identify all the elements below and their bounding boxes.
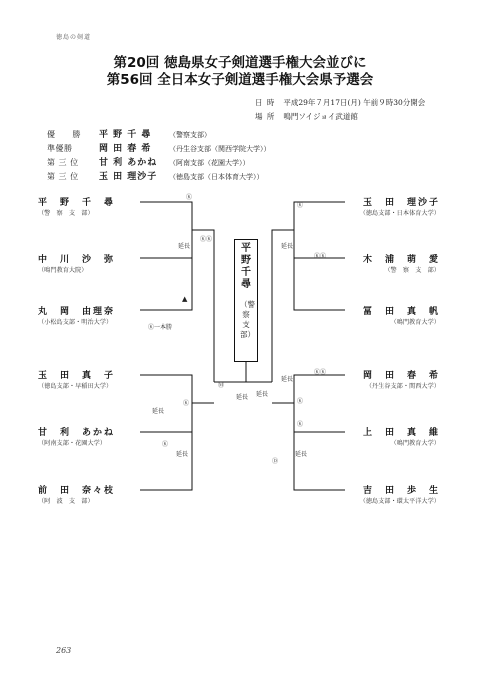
player-name: 丸 岡 由理奈 xyxy=(38,307,116,317)
bracket-mark: 延長 xyxy=(256,391,269,398)
player-name: 玉 田 真 子 xyxy=(38,371,116,381)
left-player xyxy=(38,368,115,390)
bracket-mark: Ⓚ xyxy=(183,400,190,407)
player-name: 玉 田 理沙子 xyxy=(362,198,440,208)
bracket-mark: 延長 xyxy=(152,408,165,415)
player-affiliation: （警 察 支 部） xyxy=(384,267,440,274)
player-affiliation: （警 察 支 部） xyxy=(38,210,94,217)
player-affiliation: （鳴門教育大学） xyxy=(390,440,440,447)
bracket-mark: 延長 xyxy=(176,451,189,458)
player-name: 上 田 真 維 xyxy=(362,428,440,438)
date-value: 平成29年７月17日(月) 午前９時30分開会 xyxy=(283,98,426,107)
left-player xyxy=(38,252,115,274)
page-number: 263 xyxy=(56,646,72,655)
player-name: 吉 田 歩 生 xyxy=(362,486,440,496)
result-rank: 第 三 位 xyxy=(47,172,79,181)
bracket-mark: ⓀⓀ xyxy=(200,236,213,243)
result-affiliation: （警察支部） xyxy=(169,131,211,139)
left-player xyxy=(38,425,115,447)
venue-value: 鳴門ソイジョイ武道館 xyxy=(283,112,358,121)
right-player xyxy=(363,252,440,274)
title-line-2: 第56回 全日本女子剣道選手権大会県予選会 xyxy=(106,72,374,88)
result-affiliation: （阿南支部（花園大学）） xyxy=(169,159,250,167)
left-player xyxy=(38,483,115,505)
bracket-mark: Ⓚ一本勝 xyxy=(148,324,173,331)
player-affiliation: （徳島支部・早稲田大学） xyxy=(38,383,113,390)
player-name: 甘 利 あかね xyxy=(38,428,116,438)
bracket-mark: 延長 xyxy=(178,243,191,250)
player-name: 岡 田 春 希 xyxy=(362,371,440,381)
bracket-mark: Ⓚ xyxy=(186,194,193,201)
player-name: 冨 田 真 帆 xyxy=(362,307,440,317)
bracket-mark: Ⓚ xyxy=(297,421,304,428)
result-name: 岡 田 春 希 xyxy=(99,144,152,154)
left-player xyxy=(38,195,115,217)
decision-marker: ▲ xyxy=(182,295,188,303)
running-head: 徳島の剣道 xyxy=(56,34,92,41)
result-affiliation: （徳島支部（日本体育大学）） xyxy=(169,173,264,181)
date-label: 日 時 xyxy=(255,98,276,107)
right-player xyxy=(363,368,440,390)
bracket-mark: Ⓚ xyxy=(297,398,304,405)
result-rank: 第 三 位 xyxy=(47,158,79,167)
result-affiliation: （丹生谷支部（関西学院大学）） xyxy=(169,145,271,153)
bracket-mark: 延長 xyxy=(295,451,308,458)
bracket-mark: Ⓜ xyxy=(218,382,225,389)
player-affiliation: （徳島支部・環太平洋大学） xyxy=(359,498,440,505)
title-line-1: 第20回 徳島県女子剣道選手権大会並びに xyxy=(113,55,367,71)
result-name: 玉 田 理沙子 xyxy=(99,172,158,182)
player-affiliation: （阿南支部・花園大学） xyxy=(38,440,107,447)
bracket-mark: Ⓚ xyxy=(162,441,169,448)
venue-label: 場 所 xyxy=(255,112,276,121)
bracket-mark: Ⓓ xyxy=(272,458,279,465)
player-affiliation: （鳴門教育大院） xyxy=(38,267,88,274)
player-affiliation: （徳島支部・日本体育大学） xyxy=(359,210,440,217)
player-affiliation: （阿 波 支 部） xyxy=(38,498,94,505)
right-player xyxy=(360,483,440,505)
right-player xyxy=(363,304,440,326)
bracket-mark: Ⓚ xyxy=(297,202,304,209)
left-player xyxy=(38,304,115,326)
bracket-mark: 延長 xyxy=(281,243,294,250)
right-player xyxy=(363,425,440,447)
bracket-mark: 延長 xyxy=(281,376,294,383)
player-affiliation: （丹生谷支部・関西大学） xyxy=(365,383,440,390)
player-name: 中 川 沙 弥 xyxy=(38,255,116,265)
result-name: 甘 利 あかね xyxy=(99,158,158,168)
player-name: 平 野 千 尋 xyxy=(38,198,116,208)
bracket-mark: 延長 xyxy=(236,394,249,401)
champion-name: 平野千尋 xyxy=(241,243,251,290)
player-name: 木 浦 萌 愛 xyxy=(362,255,440,265)
result-rank: 優 勝 xyxy=(47,130,81,139)
result-name: 平 野 千 尋 xyxy=(99,130,152,140)
player-name: 前 田 奈々枝 xyxy=(38,486,116,496)
player-affiliation: （鳴門教育大学） xyxy=(390,319,440,326)
right-player xyxy=(360,195,440,217)
bracket-mark: ⓀⓀ xyxy=(314,253,327,260)
result-rank: 準優勝 xyxy=(47,144,73,153)
player-affiliation: （小松島支部・明治大学） xyxy=(38,319,113,326)
bracket-mark: ⓀⓀ xyxy=(314,369,327,376)
champion-affiliation: （警察支部） xyxy=(240,300,255,339)
